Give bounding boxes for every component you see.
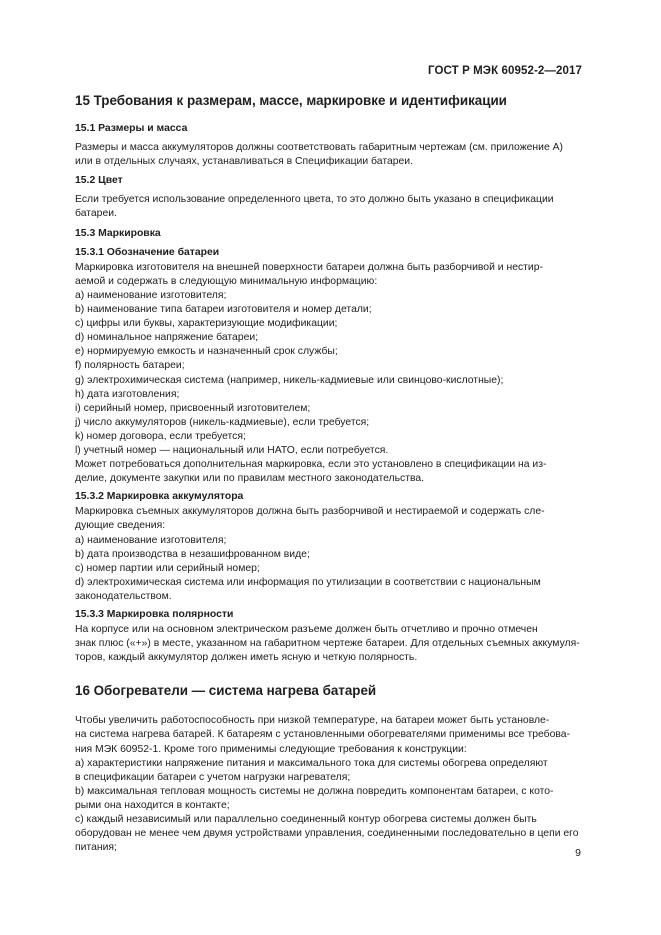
section-15-3-3-body [75, 623, 586, 665]
text-line: Если требуется использование определенного цвета, то это должно быть указано в спецификации [75, 194, 554, 206]
text-line: a) наименование изготовителя; [75, 534, 227, 546]
text-line: d) номинальное напряжение батареи; [75, 332, 259, 344]
document-code: ГОСТ Р МЭК 60952-2—2017 [428, 65, 582, 77]
text-line: делие, документе закупки или по правилам местного законодательства. [75, 473, 425, 485]
text-line: j) число аккумуляторов (никель-кадмиевые), если требуется; [75, 416, 370, 428]
text-line: питания; [75, 842, 117, 854]
section-16-body [75, 714, 586, 855]
text-line: Маркировка съемных аккумуляторов должна быть разборчивой и нестираемой и содержать сле- [75, 506, 545, 518]
text-line: дующие сведения: [75, 520, 166, 532]
text-line: торов, каждый аккумулятор должен иметь ясную и четкую полярность. [75, 652, 418, 664]
text-line: e) нормируемую емкость и назначенный срок службы; [75, 346, 338, 358]
text-line: или в отдельных случаях, устанавливаться в Спецификации батареи. [75, 156, 413, 168]
text-line: c) каждый независимый или параллельно соединенный контур обогрева системы должен быть [75, 814, 537, 826]
text-line: Размеры и масса аккумуляторов должны соответствовать габаритным чертежам (см. приложение А) [75, 142, 564, 154]
page-content [75, 92, 586, 855]
text-line: d) электрохимическая система или информация по утилизации в соответствии с национальным [75, 576, 541, 588]
text-line: на система нагрева батарей. К батареям с установленными обогревателями применимы все требова- [75, 729, 571, 741]
section-15-2-title: 15.2 Цвет [75, 175, 123, 187]
text-line: знак плюс («+») в месте, указанном на габаритном чертеже батареи. Для отдельных съемных аккумуля- [75, 638, 580, 650]
text-line: b) наименование типа батареи изготовителя и номер детали; [75, 304, 372, 316]
text-line: законодательством. [75, 590, 172, 602]
text-line: Чтобы увеличить работоспособность при низкой температуре, на батареи может быть установле- [75, 715, 550, 727]
text-line: оборудован не менее чем двумя устройствами управления, соединенными последовательно в цепи его [75, 828, 579, 840]
text-line: Маркировка изготовителя на внешней поверхности батареи должна быть разборчивой и нестир- [75, 261, 543, 273]
text-line: ния МЭК 60952-1. Кроме того применимы следующие требования к конструкции: [75, 743, 467, 755]
text-line: На корпусе или на основном электрическом разъеме должен быть отчетливо и прочно отмечен [75, 624, 538, 636]
text-line: b) максимальная тепловая мощность системы не должна повредить компонентам батареи, с кото- [75, 785, 554, 797]
section-16-title: 16 Обогреватели — система нагрева батарей [75, 683, 377, 699]
section-15-3-1-body [75, 261, 586, 487]
text-line: f) полярность батареи; [75, 360, 185, 372]
text-line: k) номер договора, если требуется; [75, 430, 246, 442]
text-line: c) цифры или буквы, характеризующие модификации; [75, 318, 338, 330]
text-line: батареи. [75, 208, 117, 220]
text-line: Может потребоваться дополнительная маркировка, если это установлено в спецификации на из- [75, 459, 547, 471]
text-line: i) серийный номер, присвоенный изготовителем; [75, 402, 311, 414]
section-15-2-body [75, 193, 586, 221]
text-line: l) учетный номер — национальный или НАТО, если потребуется. [75, 444, 389, 456]
text-line: b) дата производства в незашифрованном виде; [75, 548, 310, 560]
section-15-3-1-title: 15.3.1 Обозначение батареи [75, 246, 220, 258]
text-line: c) номер партии или серийный номер; [75, 562, 260, 574]
section-15-3-2-body [75, 505, 586, 604]
section-15-title: 15 Требования к размерам, массе, маркировке и идентификации [75, 93, 507, 108]
text-line: h) дата изготовления; [75, 388, 180, 400]
text-line: в спецификации батареи с учетом нагрузки нагревателя; [75, 771, 351, 783]
section-15-3-3-title: 15.3.3 Маркировка полярности [75, 609, 234, 620]
text-line: a) характеристики напряжение питания и максимального тока для системы обогрева определяют [75, 757, 548, 769]
section-15-1-title: 15.1 Размеры и масса [75, 123, 188, 134]
text-line: a) наименование изготовителя; [75, 289, 227, 301]
text-line: g) электрохимическая система (например, никель-кадмиевые или свинцово-кислотные); [75, 374, 504, 386]
text-line: аемой и содержать в следующую минимальную информацию: [75, 275, 378, 287]
section-15-3-title: 15.3 Маркировка [75, 227, 161, 239]
section-15-1-body [75, 141, 586, 169]
page-number: 9 [575, 847, 581, 859]
section-15-3-2-title: 15.3.2 Маркировка аккумулятора [75, 491, 244, 503]
text-line: рыми она находится в контакте; [75, 799, 230, 811]
